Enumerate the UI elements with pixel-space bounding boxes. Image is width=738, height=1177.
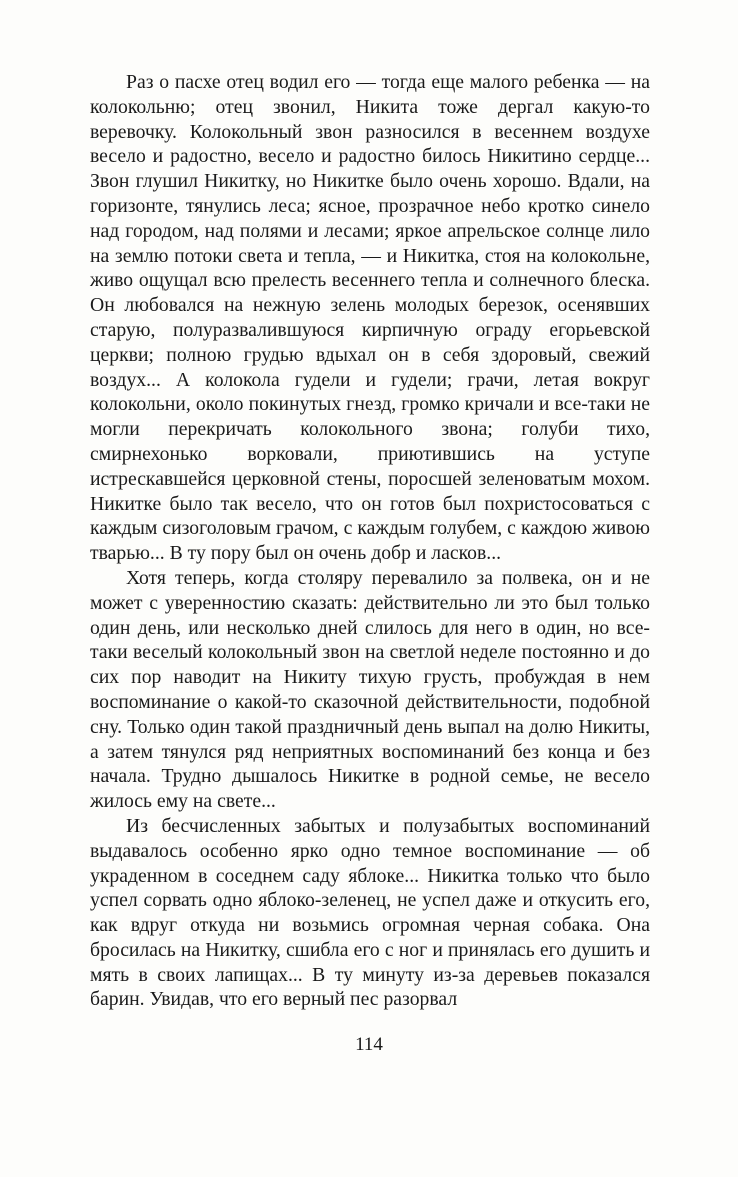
paragraph-2: Хотя теперь, когда столяру перевалило за полвека, он и не может с уверенностию сказать: действительно ли это был только один день, или несколько дней слилось для него в один, но все-таки веселый колокольный звон на светлой неделе постоянно и до сих пор наводит на Никиту тихую грусть, пробуждая в нем воспоминание о какой-то сказочной действительности, подобной сну. Только один такой праздничный день выпал на долю Никиты, а затем тянулся ряд неприятных воспоминаний без конца и без начала. Трудно дышалось Никитке в родной семье, не весело жилось ему на свете... [90,566,650,813]
paragraph-1: Раз о пасхе отец водил его — тогда еще малого ребенка — на колокольню; отец звонил, Никита тоже дергал какую-то веревочку. Колокольный звон разносился в весеннем воздухе весело и радостно, весело и радостно билось Никитино сердце... Звон глушил Никитку, но Никитке было очень хорошо. Вдали, на горизонте, тянулись леса; ясное, прозрачное небо кротко синело над городом, над полями и лесами; яркое апрельское солнце лило на землю потоки света и тепла, — и Никитка, стоя на колокольне, живо ощущал всю прелесть весеннего тепла и солнечного блеска. Он любовался на нежную зелень молодых березок, осенявших старую, полуразвалившуюся кирпичную ограду егорьевской церкви; полною грудью вдыхал он в себя здоровый, свежий воздух... А колокола гудели и гудели; грачи, летая вокруг колокольни, около покинутых гнезд, громко кричали и все-таки не могли перекричать колокольного звона; голуби тихо, смирнехонько ворковали, приютившись на уступе истрескавшейся церковной стены, поросшей зеленоватым мохом. Никитке было так весело, что он готов был похристосоваться с каждым сизоголовым грачом, с каждым голубем, с каждою живою тварью... В ту пору был он очень добр и ласков... [90,71,650,565]
paragraph-3: Из бесчисленных забытых и полузабытых воспоминаний выдавалось особенно ярко одно темное воспоминание — об украденном в соседнем саду яблоке... Никитка только что было успел сорвать одно яблоко-зеленец, не успел даже и откусить его, как вдруг откуда ни возьмись огромная черная собака. Она бросилась на Никитку, сшибла его с ног и принялась его душить и мять в своих лапищах... В ту минуту из-за деревьев показался барин. Увидав, что его верный пес разорвал [90,814,650,1011]
page-number: 114 [355,1034,383,1055]
page-text [90,70,650,1012]
